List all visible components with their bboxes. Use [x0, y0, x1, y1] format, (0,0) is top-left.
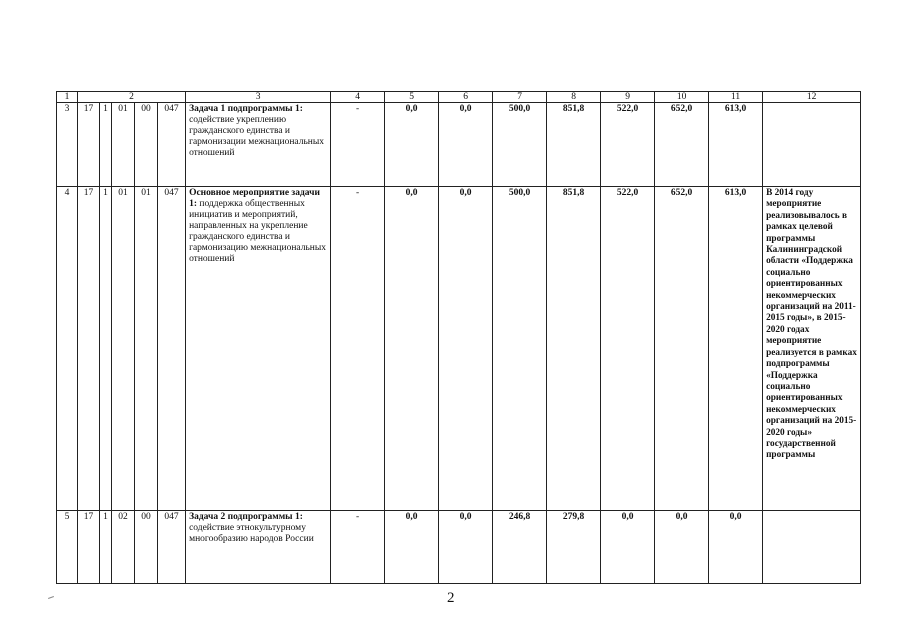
header-cell: 1: [57, 92, 78, 103]
code-cell: 1: [100, 511, 112, 584]
value-cell: 0,0: [385, 187, 439, 511]
code-cell: 17: [78, 187, 100, 511]
header-row: [57, 92, 861, 103]
scan-mark: [48, 596, 54, 599]
task-description: [186, 511, 331, 584]
value-cell: 0,0: [709, 511, 763, 584]
row-number: 5: [57, 511, 78, 584]
value-cell: 851,8: [547, 187, 601, 511]
value-cell: 652,0: [655, 103, 709, 187]
header-cell: 10: [655, 92, 709, 103]
value-cell: 522,0: [601, 103, 655, 187]
note-cell: В 2014 году мероприятие реализовывалось в рамках целевой программы Калининградской области «Поддержка социально ориентированных некоммерческих организаций на 2011-2015 годы», в 2015-2020 годах мероприятие реализуется в рамках подпрограммы «Поддержка социально ориентированных некоммерческих организаций на 2015-2020 годы» государственной программы: [763, 187, 861, 511]
code-cell: 01: [112, 103, 135, 187]
value-cell: 613,0: [709, 187, 763, 511]
value-cell: 0,0: [439, 187, 493, 511]
value-cell: 0,0: [439, 103, 493, 187]
row-number: 3: [57, 103, 78, 187]
header-cell: 12: [763, 92, 861, 103]
value-cell: 500,0: [493, 187, 547, 511]
table-row: [57, 103, 861, 187]
row-number: 4: [57, 187, 78, 511]
code-cell: 047: [158, 511, 186, 584]
code-cell: 1: [100, 103, 112, 187]
code-cell: 01: [112, 187, 135, 511]
code-cell: 02: [112, 511, 135, 584]
value-cell: 279,8: [547, 511, 601, 584]
task-text: поддержка общественных инициатив и мероприятий, направленных на укрепление гражданского единства и гармонизацию межнациональных отношений: [189, 199, 327, 264]
header-cell: 9: [601, 92, 655, 103]
value-cell: 613,0: [709, 103, 763, 187]
code-cell: 17: [78, 511, 100, 584]
table-row: [57, 511, 861, 584]
value-cell: 851,8: [547, 103, 601, 187]
code-cell: 17: [78, 103, 100, 187]
col4-cell: -: [331, 511, 385, 584]
header-cell: 2: [78, 92, 186, 103]
header-cell: 3: [186, 92, 331, 103]
value-cell: 0,0: [385, 103, 439, 187]
budget-table: [56, 91, 861, 584]
header-cell: 4: [331, 92, 385, 103]
value-cell: 522,0: [601, 187, 655, 511]
table-row: [57, 187, 861, 511]
value-cell: 0,0: [655, 511, 709, 584]
col4-cell: -: [331, 187, 385, 511]
task-description: [186, 187, 331, 511]
value-cell: 246,8: [493, 511, 547, 584]
code-cell: 1: [100, 187, 112, 511]
header-cell: 11: [709, 92, 763, 103]
note-cell: [763, 103, 861, 187]
value-cell: 0,0: [439, 511, 493, 584]
value-cell: 652,0: [655, 187, 709, 511]
header-cell: 8: [547, 92, 601, 103]
note-cell: [763, 511, 861, 584]
header-cell: 7: [493, 92, 547, 103]
task-title: Задача 2 подпрограммы 1:: [189, 512, 303, 522]
code-cell: 047: [158, 103, 186, 187]
task-description: [186, 103, 331, 187]
header-cell: 6: [439, 92, 493, 103]
page-number: 2: [447, 590, 455, 606]
col4-cell: -: [331, 103, 385, 187]
task-title: Основное мероприятие задачи 1:: [189, 188, 320, 209]
value-cell: 0,0: [601, 511, 655, 584]
value-cell: 0,0: [385, 511, 439, 584]
code-cell: 00: [135, 103, 158, 187]
value-cell: 500,0: [493, 103, 547, 187]
task-text: содействие укреплению гражданского единства и гармонизации межнациональных отношений: [189, 115, 324, 158]
code-cell: 00: [135, 511, 158, 584]
task-text: содействие этнокультурному многообразию народов России: [189, 523, 314, 544]
task-title: Задача 1 подпрограммы 1:: [189, 104, 303, 114]
code-cell: 01: [135, 187, 158, 511]
header-cell: 5: [385, 92, 439, 103]
code-cell: 047: [158, 187, 186, 511]
